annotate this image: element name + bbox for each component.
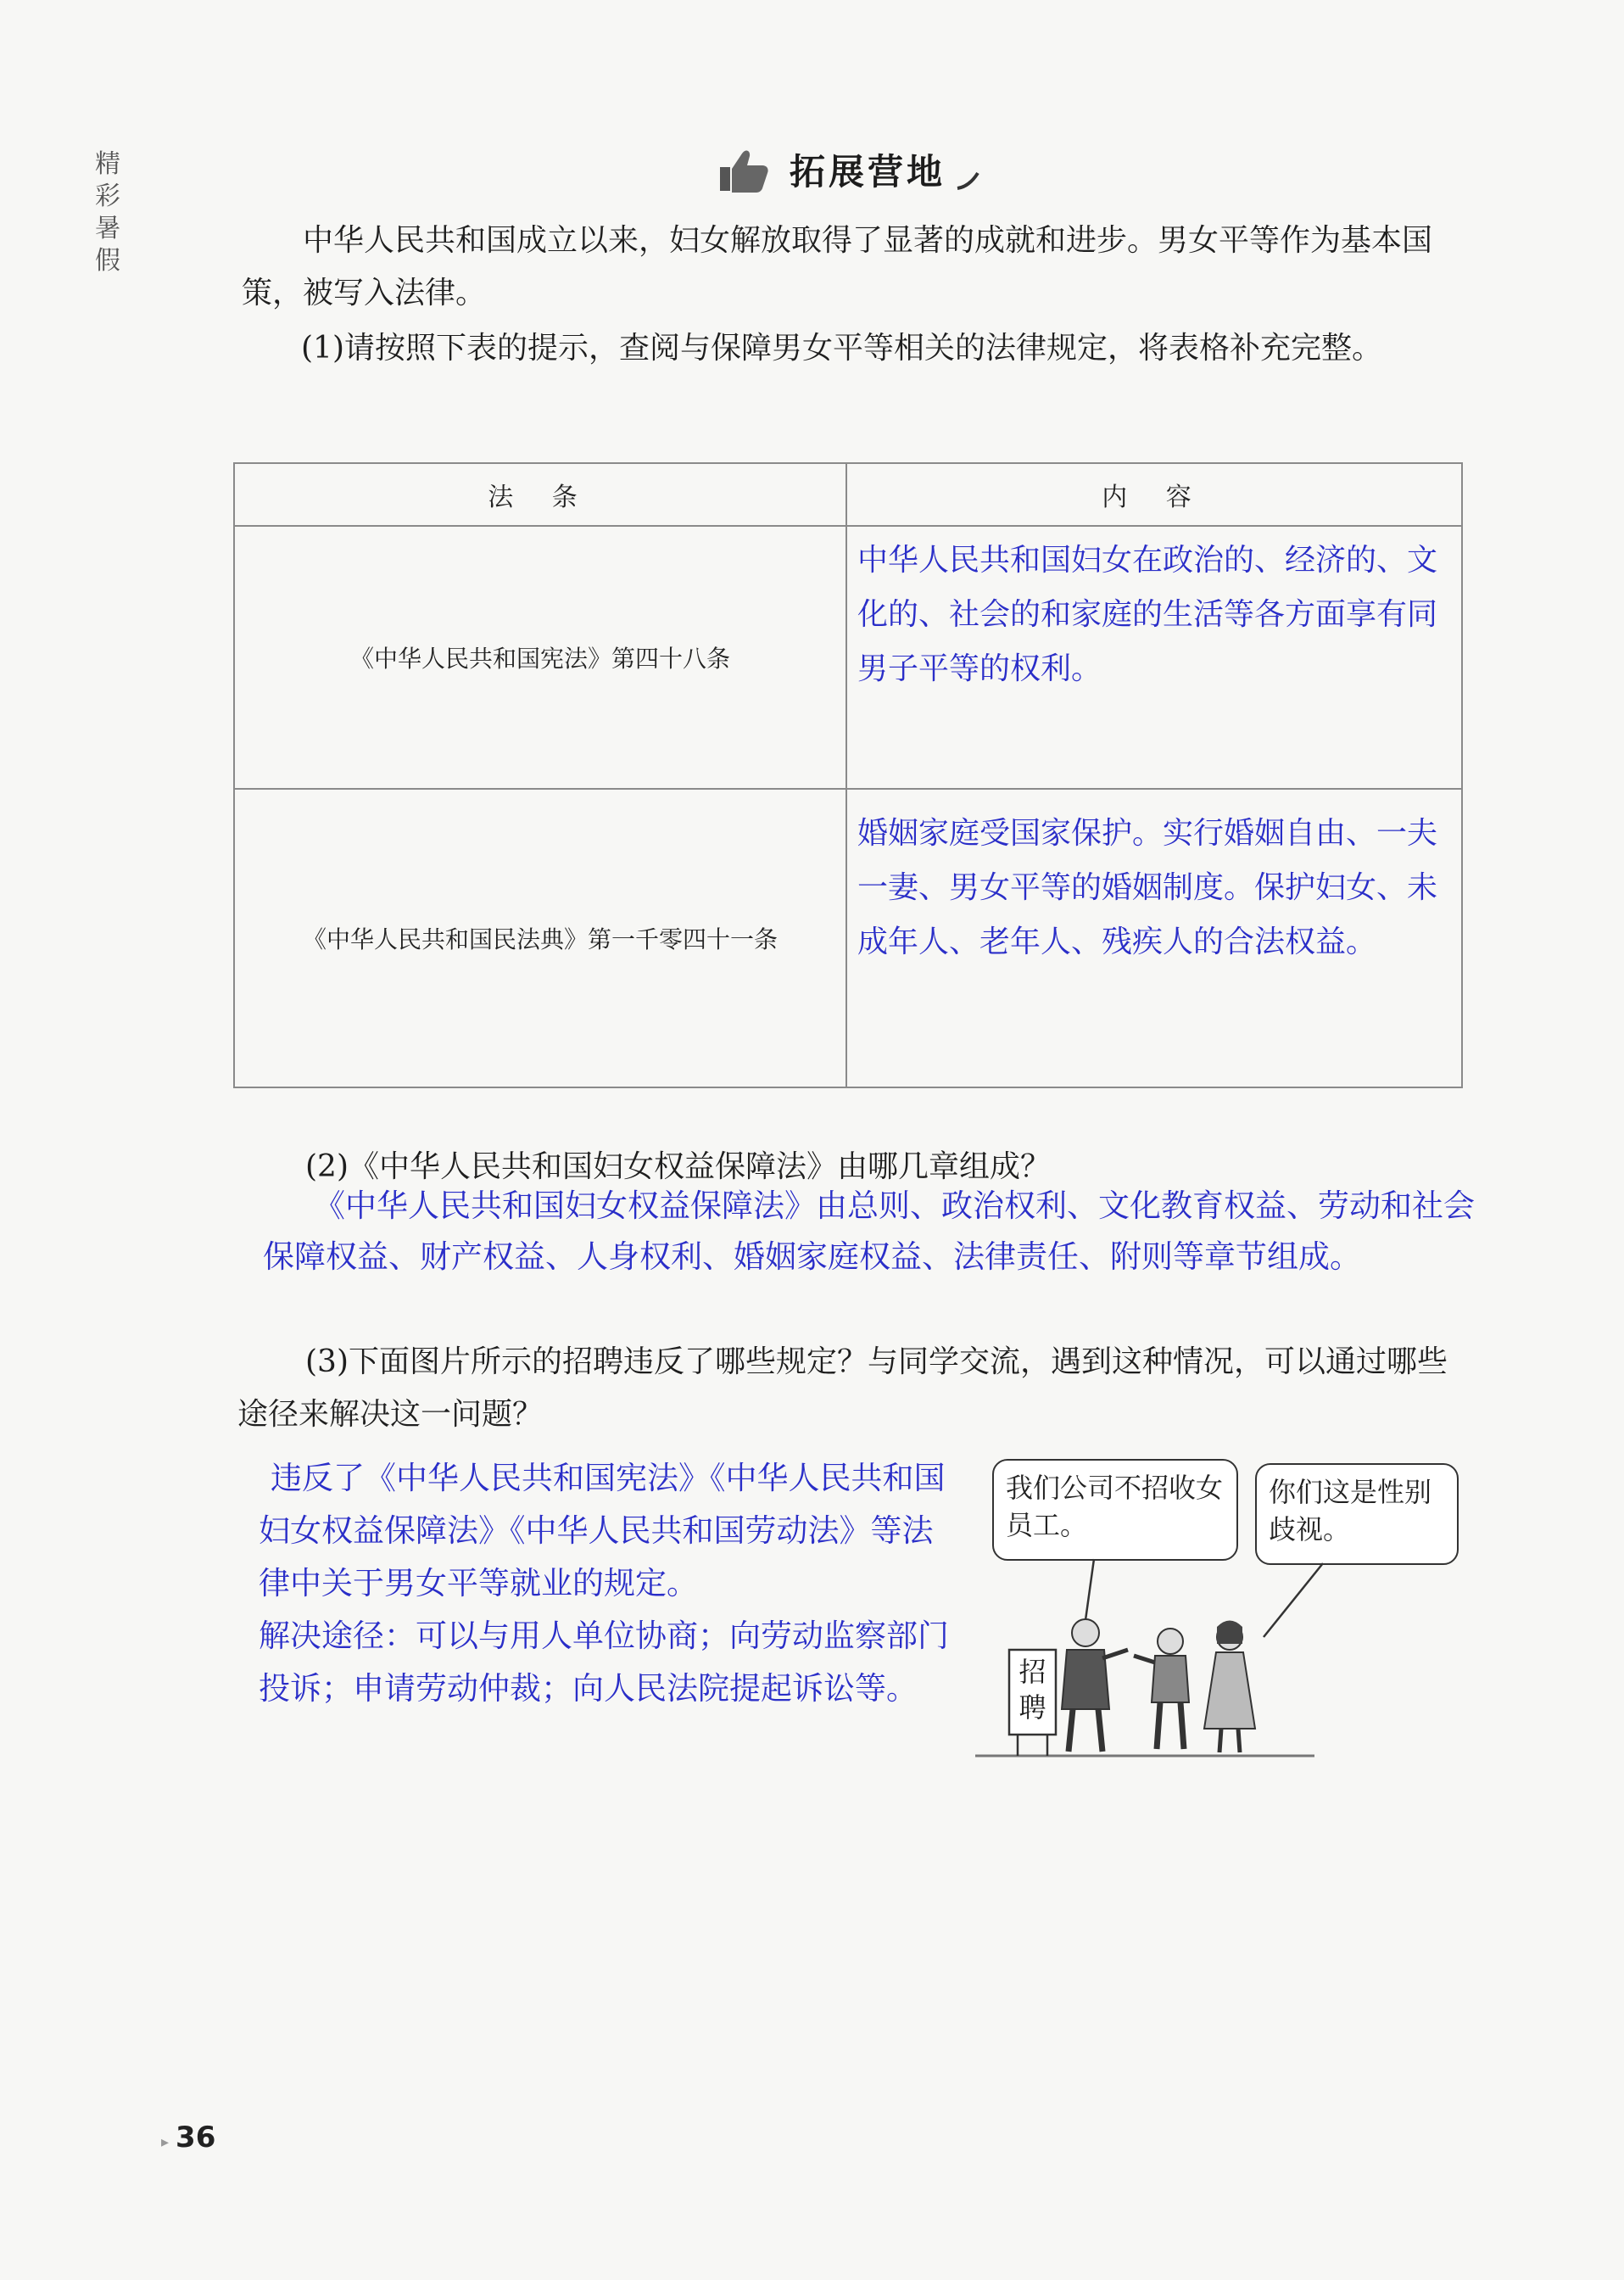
side-label-char: 精 — [95, 149, 120, 179]
law-clause: 《中华人民共和国宪法》第四十八条 — [234, 526, 846, 789]
swoosh-icon — [956, 166, 981, 192]
answer-3 — [259, 1452, 954, 1715]
question-3 — [237, 1336, 1476, 1441]
side-label-char: 假 — [95, 246, 120, 276]
section-title — [717, 136, 981, 204]
law-content-answer: 中华人民共和国妇女在政治的、经济的、文化的、社会的和家庭的生活等各方面享有同男子平等的权利。 — [846, 526, 1462, 789]
table-row — [234, 789, 1462, 1087]
section-title-text: 拓展营地 — [790, 151, 946, 193]
law-content-answer: 婚姻家庭受国家保护。实行婚姻自由、一夫一妻、男女平等的婚姻制度。保护妇女、未成年人、老年人、残疾人的合法权益。 — [846, 789, 1462, 1087]
question-1: (1)请按照下表的提示，查阅与保障男女平等相关的法律规定，将表格补充完整。 — [301, 331, 1382, 366]
speech-bubble-applicant: 你们这是性别歧视。 — [1255, 1463, 1459, 1565]
answer-3-solution: 解决途径：可以与用人单位协商；向劳动监察部门投诉；申请劳动仲裁；向人民法院提起诉讼等。 — [259, 1618, 949, 1707]
answer-3-violation: 违反了《中华人民共和国宪法》《中华人民共和国妇女权益保障法》《中华人民共和国劳动法》等法律中关于男女平等就业的规定。 — [259, 1460, 946, 1601]
page-number-text: 36 — [176, 2121, 216, 2154]
page-marker-icon: ▸ — [161, 2133, 170, 2151]
answer-2-text: 《中华人民共和国妇女权益保障法》由总则、政治权利、文化教育权益、劳动和社会保障权益、财产权益、人身权利、婚姻家庭权益、法律责任、附则等章节组成。 — [263, 1188, 1475, 1275]
law-clause: 《中华人民共和国民法典》第一千零四十一条 — [234, 789, 846, 1087]
table-row — [234, 526, 1462, 789]
table-header: 内 容 — [846, 463, 1462, 526]
question-3-text: (3)下面图片所示的招聘违反了哪些规定？与同学交流，遇到这种情况，可以通过哪些途径来解决这一问题？ — [237, 1344, 1448, 1432]
side-label-char: 彩 — [95, 182, 120, 211]
thumbs-up-icon — [717, 147, 771, 193]
recruitment-cartoon — [975, 1459, 1467, 1764]
page-number — [161, 2121, 215, 2154]
speech-bubble-employer: 我们公司不招收女员工。 — [992, 1459, 1238, 1561]
intro-text: 中华人民共和国成立以来，妇女解放取得了显著的成就和进步。男女平等作为基本国策，被写入法律。 — [242, 223, 1433, 310]
table-header: 法 条 — [234, 463, 846, 526]
table-header-row — [234, 463, 1462, 526]
sign-char: 聘 — [1018, 1691, 1046, 1724]
law-table — [233, 462, 1463, 1088]
side-label-char: 暑 — [95, 214, 120, 243]
answer-2 — [263, 1181, 1476, 1282]
sign-char: 招 — [1018, 1656, 1046, 1688]
recruitment-sign — [1009, 1654, 1056, 1725]
intro-paragraph — [242, 215, 1471, 320]
side-label — [95, 148, 129, 277]
question-2: (2)《中华人民共和国妇女权益保障法》由哪几章组成？ — [305, 1149, 1051, 1184]
